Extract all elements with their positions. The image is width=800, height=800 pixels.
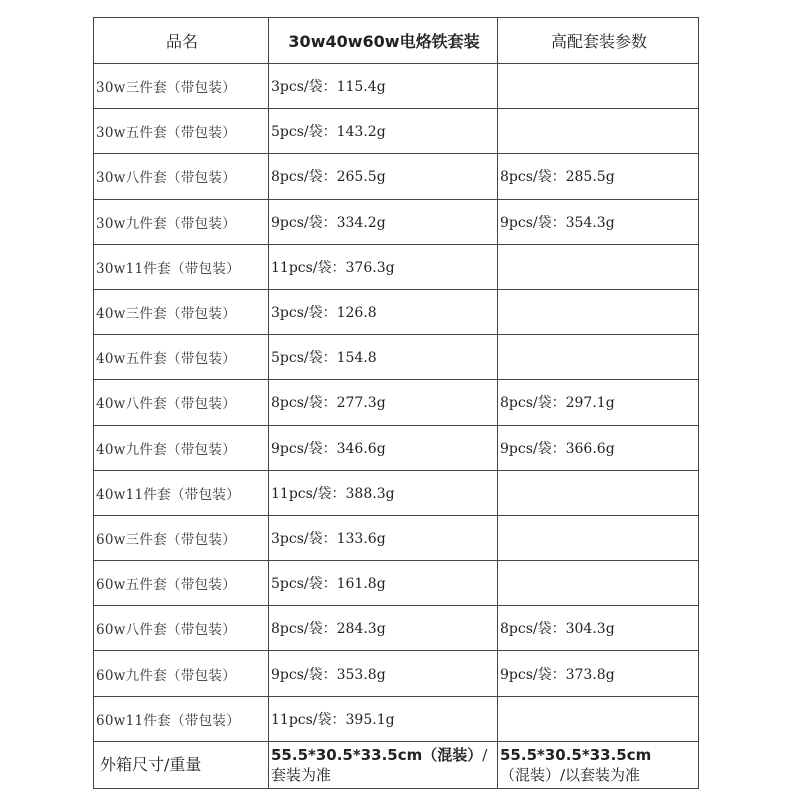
header-product-name: 品名 <box>94 18 269 64</box>
cell-high-spec <box>498 515 699 560</box>
table-row <box>94 561 699 606</box>
footer-row <box>94 741 699 788</box>
table-row <box>94 199 699 244</box>
cell-high-spec <box>498 64 699 109</box>
cell-standard-spec: 9pcs/袋：346.6g <box>269 425 498 470</box>
cell-product-name: 40w八件套（带包装） <box>94 380 269 425</box>
cell-standard-spec: 8pcs/袋：265.5g <box>269 154 498 199</box>
table-row <box>94 109 699 154</box>
header-kit-set: 30w40w60w电烙铁套装 <box>269 18 498 64</box>
cell-standard-spec: 11pcs/袋：395.1g <box>269 696 498 741</box>
table-row <box>94 335 699 380</box>
cell-product-name: 30w11件套（带包装） <box>94 244 269 289</box>
cell-standard-spec: 9pcs/袋：334.2g <box>269 199 498 244</box>
footer-high-note: （混装）/以套装为准 <box>500 765 641 784</box>
footer-high-dimensions: 55.5*30.5*33.5cm <box>500 745 652 764</box>
cell-standard-spec: 3pcs/袋：115.4g <box>269 64 498 109</box>
cell-product-name: 60w八件套（带包装） <box>94 606 269 651</box>
cell-high-spec: 8pcs/袋：304.3g <box>498 606 699 651</box>
cell-high-spec: 8pcs/袋：285.5g <box>498 154 699 199</box>
cell-high-spec <box>498 470 699 515</box>
cell-standard-spec: 11pcs/袋：376.3g <box>269 244 498 289</box>
cell-high-spec <box>498 109 699 154</box>
cell-product-name: 40w五件套（带包装） <box>94 335 269 380</box>
table-body <box>94 64 699 742</box>
table-row <box>94 651 699 696</box>
cell-standard-spec: 8pcs/袋：284.3g <box>269 606 498 651</box>
cell-high-spec <box>498 561 699 606</box>
cell-standard-spec: 8pcs/袋：277.3g <box>269 380 498 425</box>
cell-high-spec <box>498 696 699 741</box>
cell-product-name: 60w五件套（带包装） <box>94 561 269 606</box>
cell-standard-spec: 3pcs/袋：126.8 <box>269 289 498 334</box>
cell-product-name: 40w三件套（带包装） <box>94 289 269 334</box>
cell-standard-spec: 11pcs/袋：388.3g <box>269 470 498 515</box>
table-header <box>94 18 699 64</box>
table-row <box>94 470 699 515</box>
cell-high-spec <box>498 289 699 334</box>
table-row <box>94 64 699 109</box>
cell-standard-spec: 9pcs/袋：353.8g <box>269 651 498 696</box>
cell-product-name: 30w三件套（带包装） <box>94 64 269 109</box>
table-row <box>94 425 699 470</box>
cell-product-name: 60w三件套（带包装） <box>94 515 269 560</box>
cell-product-name: 30w九件套（带包装） <box>94 199 269 244</box>
cell-product-name: 60w11件套（带包装） <box>94 696 269 741</box>
cell-high-spec <box>498 244 699 289</box>
table-footer <box>94 741 699 788</box>
cell-product-name: 40w九件套（带包装） <box>94 425 269 470</box>
footer-high-value <box>498 741 699 788</box>
spec-table <box>93 17 699 789</box>
footer-std-value <box>269 741 498 788</box>
footer-label: 外箱尺寸/重量 <box>94 741 269 788</box>
table-row <box>94 696 699 741</box>
cell-high-spec: 9pcs/袋：373.8g <box>498 651 699 696</box>
cell-high-spec: 8pcs/袋：297.1g <box>498 380 699 425</box>
table-row <box>94 244 699 289</box>
table-row <box>94 606 699 651</box>
table-row <box>94 380 699 425</box>
cell-high-spec: 9pcs/袋：366.6g <box>498 425 699 470</box>
table-row <box>94 154 699 199</box>
cell-standard-spec: 5pcs/袋：143.2g <box>269 109 498 154</box>
footer-std-dimensions: 55.5*30.5*33.5cm（混装） <box>271 745 483 764</box>
header-row <box>94 18 699 64</box>
cell-product-name: 60w九件套（带包装） <box>94 651 269 696</box>
header-high-spec: 高配套装参数 <box>498 18 699 64</box>
cell-product-name: 40w11件套（带包装） <box>94 470 269 515</box>
cell-product-name: 30w八件套（带包装） <box>94 154 269 199</box>
table-row <box>94 289 699 334</box>
footer-std-note: /套装为准 <box>271 745 488 784</box>
cell-standard-spec: 5pcs/袋：154.8 <box>269 335 498 380</box>
cell-standard-spec: 3pcs/袋：133.6g <box>269 515 498 560</box>
cell-high-spec: 9pcs/袋：354.3g <box>498 199 699 244</box>
cell-standard-spec: 5pcs/袋：161.8g <box>269 561 498 606</box>
cell-product-name: 30w五件套（带包装） <box>94 109 269 154</box>
table-row <box>94 515 699 560</box>
cell-high-spec <box>498 335 699 380</box>
